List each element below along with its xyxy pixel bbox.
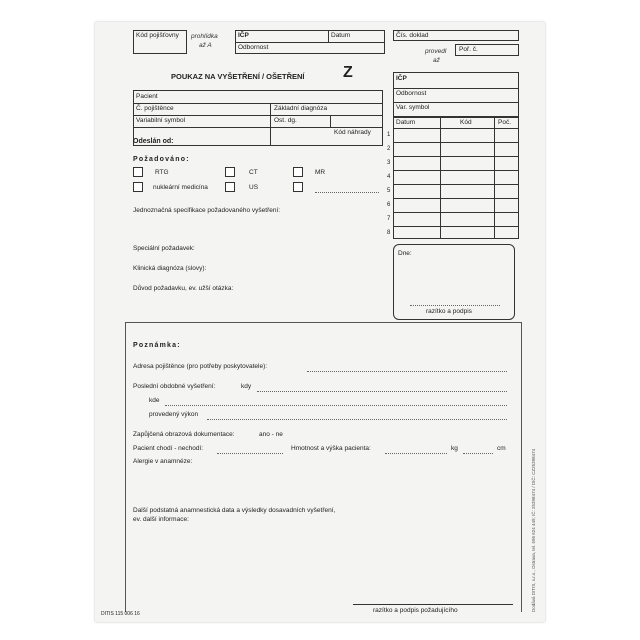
kod-pojistovny-box[interactable] [133,30,187,54]
col-datum: Datum [396,119,416,126]
other-line[interactable] [315,192,379,193]
us-label: US [249,184,259,191]
por-c-box[interactable] [455,44,519,56]
nuklearni-label: nukleární medicína [153,184,208,191]
cm-label: cm [497,445,506,452]
form-title-letter: Z [343,64,353,81]
ost-dg-label: Ost. dg. [274,117,297,124]
right-var-symbol-label: Var. symbol [396,104,430,111]
right-icp-label: IČP [396,75,407,82]
provedeny-label: provedený výkon [149,411,199,418]
kdy-line[interactable] [257,391,507,392]
klinicka-label: Klinická diagnóza (slovy): [133,265,207,272]
vertical-side-text: Dodává DITIS, s.r.o., Ostrava, tel. 596 624 449; IČ: 25398474 / DIČ: CZ25398474 [531,448,536,612]
row-num-3: 3 [387,160,391,166]
vykony-table[interactable] [393,117,519,239]
hmotnost-line[interactable] [385,453,447,454]
kg-label: kg [451,445,458,452]
c-pojistence-label: Č. pojištěnce [136,105,174,112]
ct-label: CT [249,169,258,176]
kod-pojistovny-label: Kód pojišťovny [136,32,179,39]
specialni-label: Speciální požadavek: [133,245,195,252]
pozadovano-heading: Požadováno: [133,156,190,163]
mr-checkbox[interactable] [293,167,303,177]
pacient-label: Pacient [136,93,158,100]
mr-label: MR [315,169,326,176]
row-num-7: 7 [387,216,391,222]
ano-ne-label: ano - ne [259,431,283,438]
razitko-pozadujiciho-label: razítko a podpis požadujícího [373,607,458,614]
chodi-line[interactable] [217,453,283,454]
form-sheet [95,22,545,622]
signature-line[interactable] [353,604,513,605]
row-num-1: 1 [387,132,391,138]
kod-nahrady-label: Kód náhrady [334,129,371,136]
kdy-label: kdy [241,383,252,390]
dne-stamp-box[interactable] [393,244,515,320]
adresa-line[interactable] [307,371,507,372]
odbornost-label: Odbornost [238,44,269,51]
hmotnost-label: Hmotnost a výška pacienta: [291,445,371,452]
row-num-8: 8 [387,230,391,236]
stamp-right-text-2: až [433,57,440,64]
duvod-label: Důvod požadavku, ev. užší otázka: [133,285,234,292]
icp-label: IČP [238,32,249,39]
dalsi-label: Další podstatná anamnestická data a výsledky dosavadních vyšetření, [133,507,336,514]
stamp-left-text-2: až A [199,42,212,49]
kde-label: kde [149,397,160,404]
nuklearni-checkbox[interactable] [133,182,143,192]
row-num-6: 6 [387,202,391,208]
cis-doklad-label: Čís. doklad [396,32,429,39]
datum-label: Datum [331,32,351,39]
pacient-chodi-label: Pacient chodí - nechodí: [133,445,204,452]
rtg-checkbox[interactable] [133,167,143,177]
row-num-2: 2 [387,146,391,152]
jednoznacna-label: Jednoznačná specifikace požadovaného vyšetření: [133,207,281,214]
zakladni-diagnoza-label: Základní diagnóza [274,105,328,112]
adresa-label: Adresa pojištěnce (pro potřeby poskytovatele): [133,363,268,370]
zapujcena-label: Zapůjčená obrazová dokumentace: [133,431,235,438]
alergie-label: Alergie v anamnéze: [133,458,193,465]
col-poc: Poč. [498,119,512,126]
poznamka-heading: Poznámka: [133,342,181,349]
rtg-label: RTG [155,169,169,176]
ev-dalsi-label: ev. další informace: [133,516,189,523]
form-title: POUKAZ NA VYŠETŘENÍ / OŠETŘENÍ [171,72,305,81]
form-code: DITIS 115 006 16 [101,611,140,617]
row-num-5: 5 [387,188,391,194]
stamp-right-text: provedl [425,48,447,55]
col-kod: Kód [460,119,472,126]
vyska-line[interactable] [463,453,493,454]
cis-doklad-box[interactable] [393,30,519,41]
us-checkbox[interactable] [225,182,235,192]
variabilni-symbol-label: Variabilní symbol [136,117,186,124]
stamp-left-text: prohlídka [191,33,218,40]
posledni-label: Poslední obdobné vyšetření: [133,383,216,390]
kde-line[interactable] [165,405,507,406]
right-odbornost-label: Odbornost [396,90,427,97]
right-icp-block[interactable] [393,72,519,117]
icp-header-box[interactable] [235,30,385,54]
por-c-label: Poř. č. [459,46,478,53]
razitko-podpis-label: razítko a podpis [426,308,472,315]
dne-label: Dne: [398,250,412,257]
odeslan-od-label: Odeslán od: [133,138,174,145]
row-num-4: 4 [387,174,391,180]
other-checkbox[interactable] [293,182,303,192]
provedeny-line[interactable] [207,419,507,420]
ct-checkbox[interactable] [225,167,235,177]
